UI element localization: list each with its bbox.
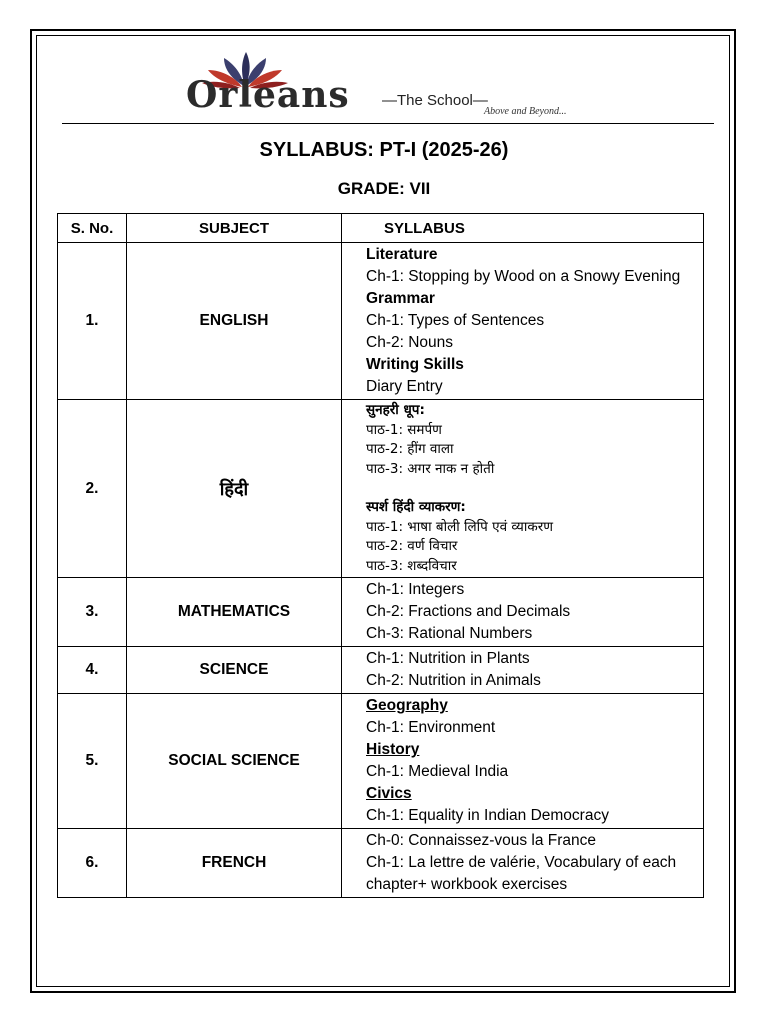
syllabus-line: Civics: [366, 785, 412, 802]
row-syllabus: [342, 829, 704, 898]
logo-tagline: —The School—: [382, 92, 488, 109]
syllabus-line: Literature: [366, 246, 438, 263]
syllabus-table: [57, 213, 704, 898]
row-syllabus: [342, 647, 704, 694]
syllabus-line: Ch-2: Fractions and Decimals: [366, 603, 571, 620]
row-subject: FRENCH: [127, 829, 342, 898]
syllabus-line: पाठ-1: समर्पण: [366, 421, 442, 438]
table-row: [58, 647, 704, 694]
syllabus-line: Geography: [366, 697, 448, 714]
syllabus-line: Ch-1: Types of Sentences: [366, 312, 545, 329]
page-title: SYLLABUS: PT-I (2025-26): [259, 139, 509, 161]
table-row: [58, 243, 704, 400]
table-row: [58, 400, 704, 578]
syllabus-line: Diary Entry: [366, 378, 443, 395]
syllabus-line: Ch-1: Equality in Indian Democracy: [366, 807, 609, 824]
syllabus-line: Grammar: [366, 290, 435, 307]
syllabus-line: Writing Skills: [366, 356, 464, 373]
row-subject: ENGLISH: [127, 243, 342, 400]
grade-heading: GRADE: VII: [337, 179, 431, 198]
table-row: [58, 829, 704, 898]
row-syllabus: [342, 400, 704, 578]
syllabus-line: पाठ-2: हींग वाला: [366, 441, 454, 457]
syllabus-line: सुनहरी धूप:: [366, 402, 425, 418]
row-subject: हिंदी: [127, 400, 342, 578]
row-serial-number: 5.: [58, 694, 127, 829]
syllabus-line: Ch-1: Nutrition in Plants: [366, 650, 530, 667]
table-header-row: [58, 214, 704, 243]
syllabus-line: Ch-3: Rational Numbers: [366, 625, 533, 642]
row-serial-number: 1.: [58, 243, 127, 400]
table-row: [58, 694, 704, 829]
syllabus-line: स्पर्श हिंदी व्याकरण:: [366, 499, 466, 515]
syllabus-line: History: [366, 741, 420, 758]
row-syllabus: [342, 694, 704, 829]
syllabus-line: Ch-2: Nutrition in Animals: [366, 672, 541, 689]
row-subject: SOCIAL SCIENCE: [127, 694, 342, 829]
header-syllabus: SYLLABUS: [342, 214, 704, 243]
row-serial-number: 2.: [58, 400, 127, 578]
syllabus-line: पाठ-1: भाषा बोली लिपि एवं व्याकरण: [366, 518, 553, 535]
syllabus-line: Ch-2: Nouns: [366, 334, 454, 351]
syllabus-line: पाठ-3: शब्दविचार: [366, 557, 457, 574]
row-serial-number: 3.: [58, 578, 127, 647]
syllabus-line: Ch-1: Stopping by Wood on a Snowy Evening: [366, 268, 681, 285]
syllabus-line: पाठ-2: वर्ण विचार: [366, 538, 458, 554]
row-syllabus: [342, 243, 704, 400]
header-sno: S. No.: [58, 214, 127, 243]
header-divider: [62, 123, 714, 124]
syllabus-line: Ch-1: Environment: [366, 719, 496, 736]
table-row: [58, 578, 704, 647]
logo-subtagline: Above and Beyond...: [484, 106, 567, 117]
syllabus-line: Ch-1: Medieval India: [366, 763, 509, 780]
row-serial-number: 6.: [58, 829, 127, 898]
spacer: [366, 479, 703, 498]
row-subject: SCIENCE: [127, 647, 342, 694]
header-subject: SUBJECT: [127, 214, 342, 243]
syllabus-line: Ch-1: Integers: [366, 581, 465, 598]
syllabus-line: Ch-0: Connaissez-vous la France: [366, 832, 597, 849]
row-serial-number: 4.: [58, 647, 127, 694]
school-logo: [186, 48, 606, 120]
logo-wordmark: Orleans: [186, 74, 350, 116]
syllabus-line: पाठ-3: अगर नाक न होती: [366, 460, 495, 477]
syllabus-line: Ch-1: La lettre de valérie, Vocabulary of each chapter+ workbook exercises: [366, 854, 677, 893]
row-syllabus: [342, 578, 704, 647]
row-subject: MATHEMATICS: [127, 578, 342, 647]
